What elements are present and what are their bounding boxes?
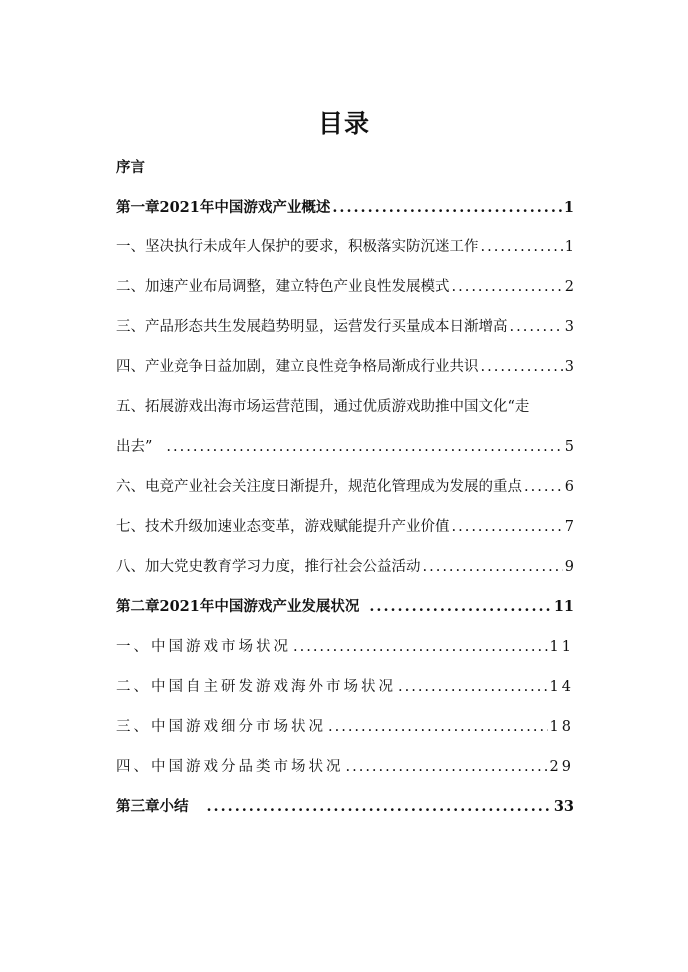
toc-page-number: 1 xyxy=(563,199,574,216)
toc-entry[interactable] xyxy=(116,516,574,538)
toc-page-number: 11 xyxy=(553,598,574,615)
toc-leader xyxy=(328,716,548,738)
toc-entry-text: 三、中国游戏细分市场状况 xyxy=(116,719,326,735)
toc-entry[interactable] xyxy=(116,756,574,778)
toc-leader xyxy=(510,316,563,338)
toc-leader xyxy=(346,756,548,778)
toc-leader xyxy=(481,356,563,378)
toc-entry-text: 一、中国游戏市场状况 xyxy=(116,639,291,655)
toc-entry-text: 四、产业竞争日益加剧，建立良性竞争格局渐成行业共识 xyxy=(116,359,479,375)
toc-entry-text: 五、拓展游戏出海市场运营范围，通过优质游戏助推中国文化“走 xyxy=(116,399,530,415)
toc-leader xyxy=(452,516,563,538)
toc-page-number: 7 xyxy=(564,519,574,535)
toc-entry-text: 七、技术升级加速业态变革，游戏赋能提升产业价值 xyxy=(116,519,450,535)
toc-entry-text: 出去” xyxy=(116,439,153,455)
toc-entry-text: 第二章2021年中国游戏产业发展状况 xyxy=(116,598,360,615)
toc-leader xyxy=(452,276,563,298)
toc-entry[interactable] xyxy=(116,276,574,298)
toc-entry-text: 四、中国游戏分品类市场状况 xyxy=(116,759,344,775)
toc-entry[interactable] xyxy=(116,316,574,338)
toc-entry-text: 二、加速产业布局调整，建立特色产业良性发展模式 xyxy=(116,279,450,295)
toc-entry[interactable] xyxy=(116,396,574,418)
toc-page-number: 3 xyxy=(564,359,574,375)
toc-leader xyxy=(398,676,548,698)
toc-entry-chapter-1[interactable] xyxy=(116,197,574,219)
toc-page-number: 5 xyxy=(564,439,574,455)
toc-page-number: 14 xyxy=(549,679,574,695)
toc-page-number: 1 xyxy=(564,239,574,255)
toc-leader xyxy=(207,796,552,818)
toc-entry-continuation[interactable] xyxy=(116,436,574,458)
toc-entry-chapter-2[interactable] xyxy=(116,596,574,618)
toc-title: 目录 xyxy=(317,109,370,138)
toc-entry-text: 第三章小结 xyxy=(116,798,189,815)
toc-page-number: 3 xyxy=(564,319,574,335)
toc-page-number: 2 xyxy=(564,279,574,295)
toc-entry-text: 三、产品形态共生发展趋势明显，运营发行买量成本日渐增高 xyxy=(116,319,508,335)
toc-leader xyxy=(166,436,562,458)
toc-leader xyxy=(524,476,563,498)
toc-entry[interactable] xyxy=(116,636,574,658)
toc-entry-text: 第一章2021年中国游戏产业概述 xyxy=(116,199,331,216)
toc-page-number: 6 xyxy=(564,479,574,495)
toc-leader xyxy=(423,556,563,578)
toc-entry-text: 六、电竞产业社会关注度日渐提升，规范化管理成为发展的重点 xyxy=(116,479,522,495)
toc-entry-text: 二、中国自主研发游戏海外市场状况 xyxy=(116,679,396,695)
toc-page-number: 18 xyxy=(549,719,574,735)
toc-entry[interactable] xyxy=(116,716,574,738)
toc-entry-chapter-3[interactable] xyxy=(116,796,574,818)
toc-entry-text: 序言 xyxy=(116,159,145,176)
toc-leader xyxy=(369,596,551,618)
toc-leader xyxy=(332,197,562,219)
toc-page-number: 11 xyxy=(549,639,574,655)
toc-page-number: 29 xyxy=(549,759,574,775)
toc-page-number: 33 xyxy=(553,798,574,815)
toc-entry[interactable] xyxy=(116,356,574,378)
toc-entry-text: 八、加大党史教育学习力度，推行社会公益活动 xyxy=(116,559,421,575)
toc-entry[interactable] xyxy=(116,556,574,578)
toc-entry[interactable] xyxy=(116,476,574,498)
toc-leader xyxy=(293,636,548,658)
toc-page-number: 9 xyxy=(564,559,574,575)
toc-entry[interactable] xyxy=(116,676,574,698)
toc-leader xyxy=(481,236,563,258)
toc-entry[interactable] xyxy=(116,236,574,258)
toc-preface[interactable] xyxy=(116,157,574,179)
toc-entry-text: 一、坚决执行未成年人保护的要求，积极落实防沉迷工作 xyxy=(116,239,479,255)
